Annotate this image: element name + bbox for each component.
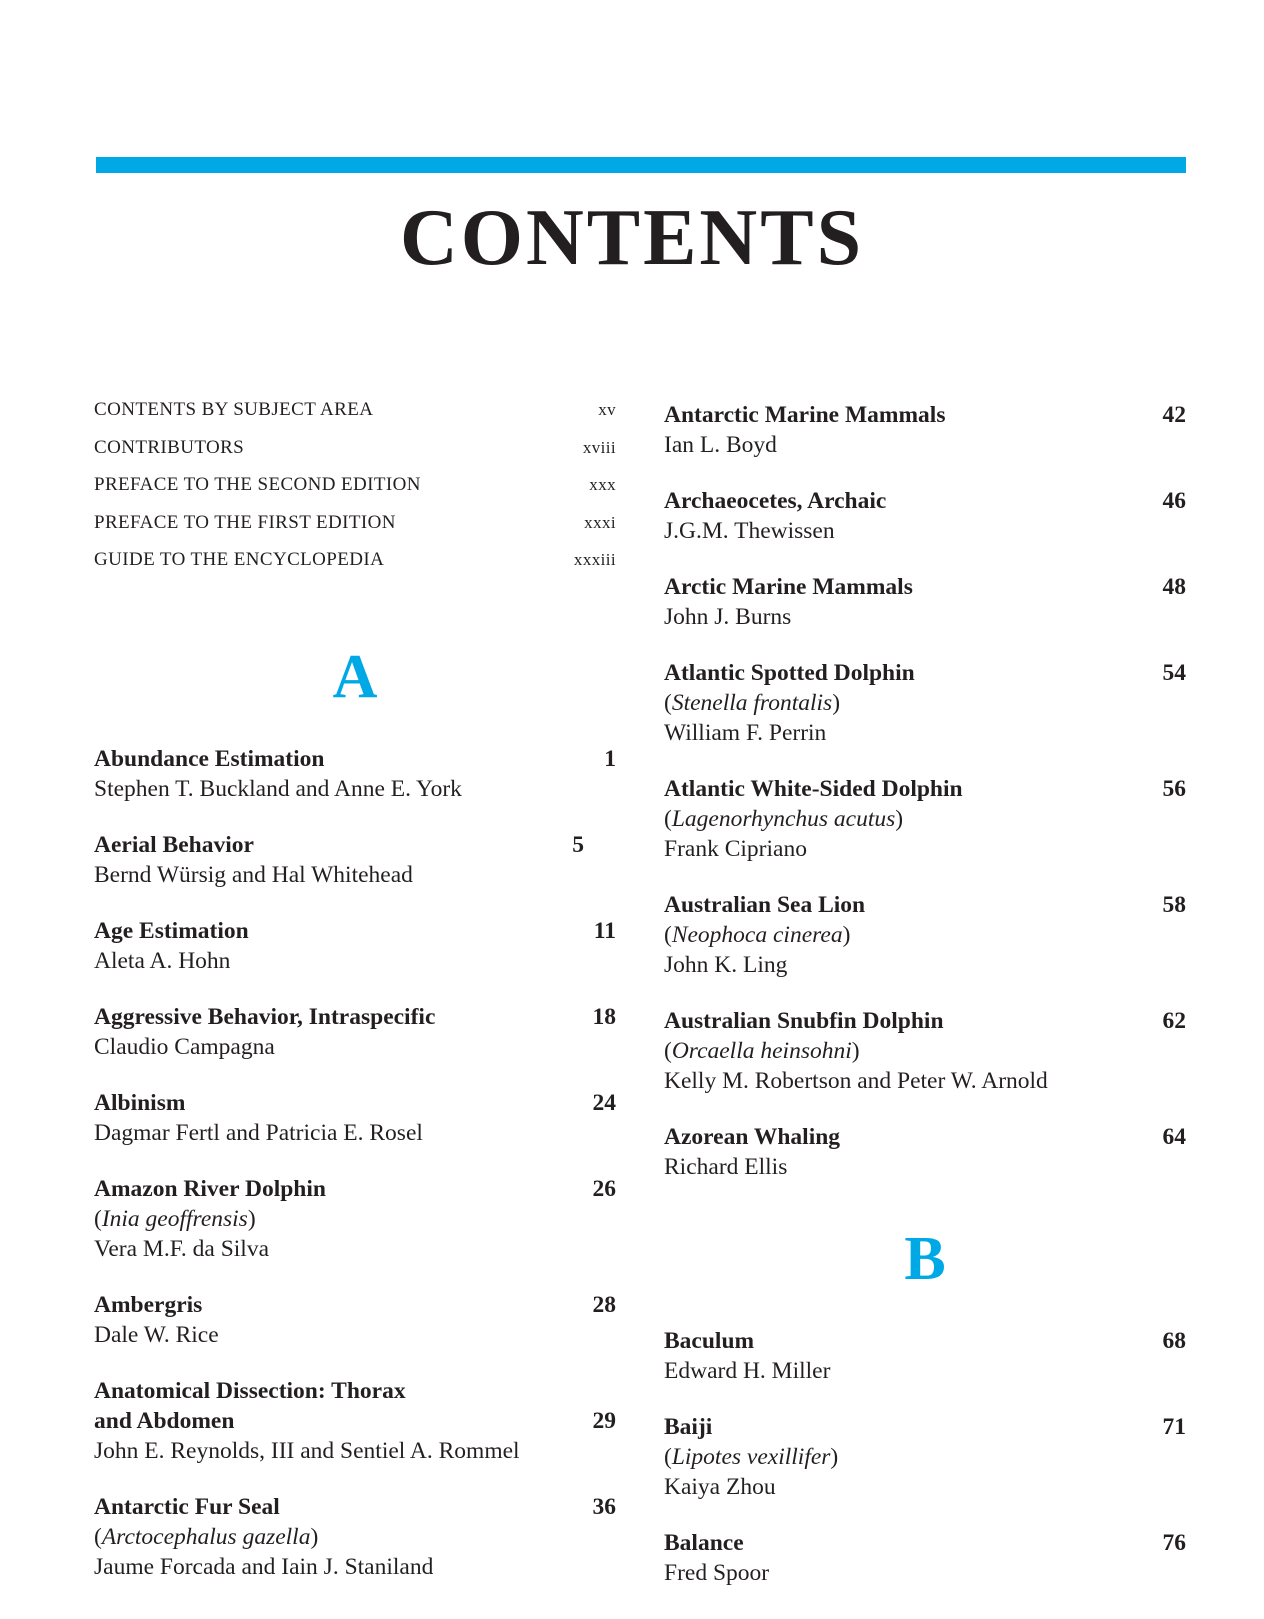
entry-page: 26 xyxy=(592,1175,616,1202)
front-matter-label: GUIDE TO THE ENCYCLOPEDIA xyxy=(94,549,385,570)
entry-species: (Stenella frontalis) xyxy=(664,690,841,716)
entry-authors: John K. Ling xyxy=(664,952,788,978)
entry-authors: Vera M.F. da Silva xyxy=(94,1235,269,1262)
entry-title: Atlantic White-Sided Dolphin xyxy=(664,776,963,802)
entry-title: Baiji xyxy=(664,1414,713,1440)
entry-authors: John J. Burns xyxy=(664,604,792,630)
entry-title: Balance xyxy=(664,1530,744,1556)
entry-page: 46 xyxy=(1162,488,1186,514)
top-accent-bar xyxy=(96,157,1186,173)
entry-page: 1 xyxy=(604,745,616,772)
toc-entry[interactable] xyxy=(664,890,1186,980)
entry-page: 36 xyxy=(592,1493,616,1520)
entry-page: 58 xyxy=(1162,892,1186,918)
entry-page: 64 xyxy=(1162,1124,1186,1150)
entry-authors: Kelly M. Robertson and Peter W. Arnold xyxy=(664,1068,1048,1094)
species-name: Lipotes vexillifer xyxy=(671,1444,831,1470)
toc-entry[interactable] xyxy=(94,744,616,804)
toc-entry[interactable] xyxy=(664,1006,1186,1096)
toc-entry[interactable] xyxy=(664,1528,1186,1588)
entry-page: 42 xyxy=(1162,402,1186,428)
entry-page: 29 xyxy=(592,1407,616,1434)
entry-authors: Dagmar Fertl and Patricia E. Rosel xyxy=(94,1119,423,1146)
entry-authors: William F. Perrin xyxy=(664,720,827,746)
toc-entry[interactable] xyxy=(94,1492,616,1582)
entry-species: (Lipotes vexillifer) xyxy=(664,1444,839,1470)
entry-authors: Bernd Würsig and Hal Whitehead xyxy=(94,861,413,888)
entry-page: 62 xyxy=(1162,1008,1186,1034)
species-name: Inia geoffrensis xyxy=(101,1205,248,1232)
species-name: Arctocephalus gazella xyxy=(101,1523,311,1550)
species-name: Neophoca cinerea xyxy=(671,922,843,948)
entry-title: Ambergris xyxy=(94,1291,203,1318)
entry-page: 48 xyxy=(1162,574,1186,600)
entry-title: and Abdomen xyxy=(94,1407,235,1434)
entry-authors: J.G.M. Thewissen xyxy=(664,518,835,544)
entry-authors: Edward H. Miller xyxy=(664,1358,831,1384)
front-matter-label: CONTRIBUTORS xyxy=(94,436,245,458)
entry-page: 54 xyxy=(1162,660,1186,686)
entry-authors: Aleta A. Hohn xyxy=(94,947,231,974)
entry-page: 5 xyxy=(572,831,584,858)
left-column xyxy=(94,400,616,1608)
entry-page: 28 xyxy=(592,1291,616,1318)
entry-species: (Neophoca cinerea) xyxy=(664,922,851,948)
toc-entry[interactable] xyxy=(664,658,1186,748)
entry-authors: John E. Reynolds, III and Sentiel A. Rommel xyxy=(94,1437,520,1464)
front-matter-page: xviii xyxy=(582,437,616,457)
toc-entry[interactable] xyxy=(664,572,1186,632)
section-letter-a: A xyxy=(332,642,378,711)
front-matter-page: xxxi xyxy=(584,512,616,532)
toc-entry[interactable] xyxy=(94,916,616,976)
page-title: CONTENTS xyxy=(399,194,865,282)
entry-title: Age Estimation xyxy=(94,917,249,944)
entry-authors: Frank Cipriano xyxy=(664,836,807,862)
entry-page: 56 xyxy=(1162,776,1186,802)
entry-title: Albinism xyxy=(94,1089,186,1116)
entry-title: Amazon River Dolphin xyxy=(94,1175,326,1202)
species-name: Orcaella heinsohni xyxy=(671,1038,852,1064)
front-matter-page: xv xyxy=(598,400,616,419)
toc-entry[interactable] xyxy=(664,774,1186,864)
front-matter-item[interactable] xyxy=(94,438,616,476)
entry-authors: Kaiya Zhou xyxy=(664,1474,776,1500)
toc-entry[interactable] xyxy=(664,1326,1186,1386)
toc-entry[interactable] xyxy=(94,1002,616,1062)
front-matter-page: xxx xyxy=(589,475,616,494)
entry-title: Aerial Behavior xyxy=(94,831,254,858)
entry-species: (Arctocephalus gazella) xyxy=(94,1523,319,1550)
front-matter-item[interactable] xyxy=(94,550,616,588)
toc-entry[interactable] xyxy=(94,1088,616,1148)
front-matter-item[interactable] xyxy=(94,513,616,551)
entry-title: Atlantic Spotted Dolphin xyxy=(664,660,915,686)
entry-authors: Stephen T. Buckland and Anne E. York xyxy=(94,775,462,802)
entry-species: (Lagenorhynchus acutus) xyxy=(664,806,904,832)
section-letter-b: B xyxy=(904,1225,946,1293)
entry-title: Australian Snubfin Dolphin xyxy=(664,1008,944,1034)
entry-page: 68 xyxy=(1162,1328,1186,1354)
entry-authors: Claudio Campagna xyxy=(94,1033,275,1060)
entry-species: (Orcaella heinsohni) xyxy=(664,1038,860,1064)
entry-page: 18 xyxy=(592,1003,616,1030)
entry-authors: Ian L. Boyd xyxy=(664,432,777,458)
entry-title: Archaeocetes, Archaic xyxy=(664,488,887,514)
species-name: Stenella frontalis xyxy=(671,690,833,716)
toc-entry[interactable] xyxy=(94,1174,616,1264)
species-name: Lagenorhynchus acutus xyxy=(671,806,896,832)
entry-title: Azorean Whaling xyxy=(664,1124,841,1150)
toc-entry[interactable] xyxy=(664,1412,1186,1502)
front-matter-label: CONTENTS BY SUBJECT AREA xyxy=(94,399,374,420)
entry-species: (Inia geoffrensis) xyxy=(94,1205,256,1232)
toc-entry[interactable] xyxy=(94,1376,616,1466)
front-matter-label: PREFACE TO THE FIRST EDITION xyxy=(94,511,396,533)
front-matter-item[interactable] xyxy=(94,475,616,513)
toc-entry[interactable] xyxy=(664,1122,1186,1182)
entry-title: Arctic Marine Mammals xyxy=(664,574,913,600)
entry-page: 11 xyxy=(593,917,616,944)
right-column xyxy=(664,400,1186,1614)
entry-title: Baculum xyxy=(664,1328,755,1354)
toc-entry[interactable] xyxy=(94,1290,616,1350)
entry-authors: Richard Ellis xyxy=(664,1154,788,1180)
entry-title-line1: Anatomical Dissection: Thorax xyxy=(94,1377,406,1404)
entry-title: Abundance Estimation xyxy=(94,745,325,772)
entry-page: 71 xyxy=(1162,1414,1186,1440)
entry-authors: Jaume Forcada and Iain J. Staniland xyxy=(94,1553,434,1580)
toc-entry[interactable] xyxy=(94,830,584,890)
toc-entry[interactable] xyxy=(664,400,1186,460)
toc-entry[interactable] xyxy=(664,486,1186,546)
entry-page: 24 xyxy=(592,1089,616,1116)
entry-title: Antarctic Marine Mammals xyxy=(664,402,946,428)
entry-title: Aggressive Behavior, Intraspecific xyxy=(94,1003,436,1030)
entry-authors: Dale W. Rice xyxy=(94,1321,219,1348)
front-matter-list xyxy=(94,400,616,588)
entry-authors: Fred Spoor xyxy=(664,1560,770,1586)
front-matter-item[interactable] xyxy=(94,400,616,438)
entry-page: 76 xyxy=(1162,1530,1186,1556)
entry-title: Antarctic Fur Seal xyxy=(94,1493,280,1520)
front-matter-label: PREFACE TO THE SECOND EDITION xyxy=(94,474,421,495)
entry-title: Australian Sea Lion xyxy=(664,892,866,918)
front-matter-page: xxxiii xyxy=(573,550,616,569)
